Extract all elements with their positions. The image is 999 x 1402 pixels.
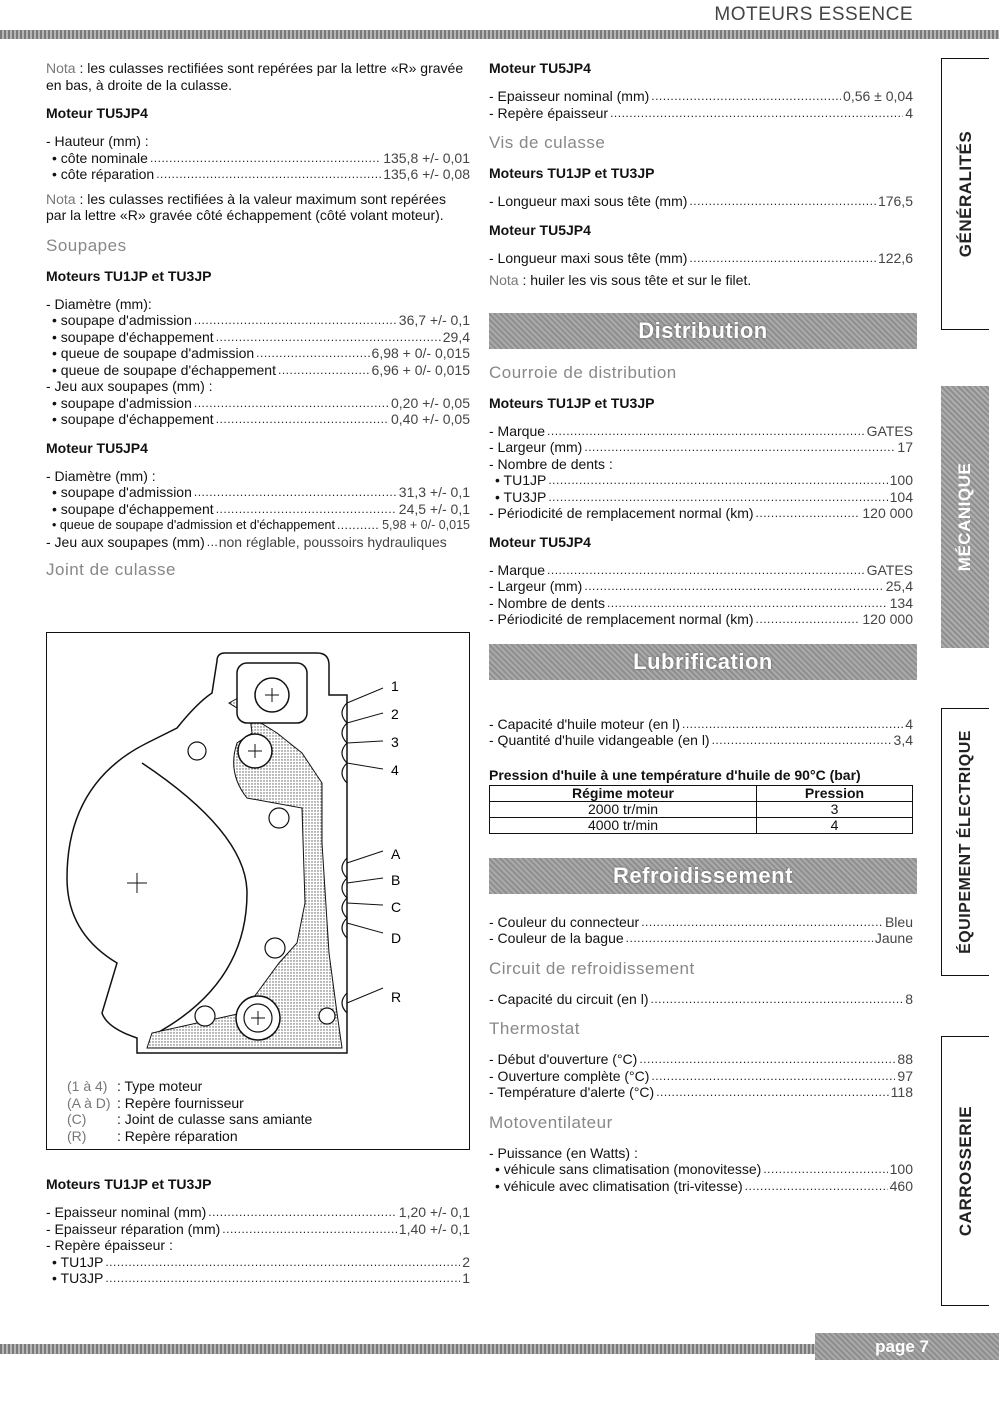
spec-row: - Capacité d'huile moteur (en l) ..... 4 xyxy=(489,716,913,733)
tab-carrosserie[interactable] xyxy=(941,1036,989,1306)
spec-row: • côte réparation ..... 135,6 +/- 0,08 xyxy=(46,166,470,183)
table-cell: 4 xyxy=(756,817,912,833)
table-header: Pression xyxy=(756,785,912,801)
subtitle-tu1-tu3-b: Moteurs TU1JP et TU3JP xyxy=(46,1176,212,1192)
legend-row: (A à D) : Repère fournisseur xyxy=(67,1094,244,1111)
banner-refroidissement: Refroidissement xyxy=(489,858,917,894)
header-title: MOTEURS ESSENCE xyxy=(714,4,913,25)
legend-row: (1 à 4) : Type moteur xyxy=(67,1078,203,1094)
spec-row: - Largeur (mm) ..... 25,4 xyxy=(489,578,913,595)
spec-row: • soupape d'admission ..... 31,3 +/- 0,1 xyxy=(46,484,470,501)
joint-culasse-figure xyxy=(46,632,470,1150)
pression-table xyxy=(489,785,913,834)
spec-row: • queue de soupape d'admission et d'échappement ..... 5,98 + 0/- 0,015 xyxy=(46,517,470,534)
banner-distribution: Distribution xyxy=(489,313,917,349)
tab-equipement-electrique[interactable] xyxy=(941,708,989,976)
legend-row: (C) : Joint de culasse sans amiante xyxy=(67,1111,313,1127)
spec-row: - Capacité du circuit (en l) ..... 8 xyxy=(489,991,913,1008)
table-header-row xyxy=(490,785,913,801)
table-row xyxy=(490,817,913,833)
subtitle-tu5jp4-c: Moteur TU5JP4 xyxy=(489,533,591,550)
header-bar xyxy=(0,30,999,39)
table-header: Régime moteur xyxy=(490,785,757,801)
spec-row: - Température d'alerte (°C) ..... 118 xyxy=(489,1084,913,1101)
table-cell: 3 xyxy=(756,801,912,817)
pression-title: Pression d'huile à une température d'huile de 90°C (bar) xyxy=(489,766,861,783)
fig-label: 2 xyxy=(391,706,399,722)
tab-label: GÉNÉRALITÉS xyxy=(955,130,975,258)
spec-row: - Longueur maxi sous tête (mm) ..... 176,5 xyxy=(489,193,913,210)
banner-lubrification: Lubrification xyxy=(489,644,917,680)
fig-label: 4 xyxy=(391,762,399,778)
hauteur-label: - Hauteur (mm) : xyxy=(46,133,149,149)
spec-row: • queue de soupape d'échappement ..... 6,96 + 0/- 0,015 xyxy=(46,362,470,379)
spec-row: - Périodicité de remplacement normal (km) ..... 120 000 xyxy=(489,505,913,522)
subtitle-tu1-tu3-c: Moteurs TU1JP et TU3JP xyxy=(489,394,655,411)
table-row xyxy=(490,801,913,817)
nota-1: Nota : les culasses rectifiées sont repérées par la lettre «R» gravée en bas, à droite de la culasse. xyxy=(46,60,464,93)
spec-row: • véhicule avec climatisation (tri-vitesse) ..... 460 xyxy=(489,1178,913,1195)
spec-row: • soupape d'admission ..... 0,20 +/- 0,05 xyxy=(46,395,470,412)
nota-2: Nota : les culasses rectifiées à la valeur maximum sont repérées par la lettre «R» gravée côté échappement (côté volant moteur). xyxy=(46,190,446,223)
jeu-label: - Jeu aux soupapes (mm) : xyxy=(46,378,213,394)
spec-row: • véhicule sans climatisation (monovitesse) ..... 100 xyxy=(489,1161,913,1178)
fig-label: 1 xyxy=(391,678,399,694)
fig-label: C xyxy=(391,899,402,915)
spec-row: - Largeur (mm) ..... 17 xyxy=(489,439,913,456)
section-courroie: Courroie de distribution xyxy=(489,362,677,382)
tab-label: CARROSSERIE xyxy=(955,1105,975,1237)
legend-row: (R) : Repère réparation xyxy=(67,1127,238,1144)
page-number: page 7 xyxy=(815,1333,999,1360)
spec-row: - Marque ..... GATES xyxy=(489,423,913,440)
spec-row: • soupape d'échappement ..... 0,40 +/- 0,05 xyxy=(46,411,470,428)
spec-row: • soupape d'admission ..... 36,7 +/- 0,1 xyxy=(46,312,470,329)
spec-row: - Couleur du connecteur ..... Bleu xyxy=(489,914,913,931)
tab-label: MÉCANIQUE xyxy=(955,462,974,572)
tab-mecanique[interactable] xyxy=(941,386,989,648)
subtitle-tu5jp4: Moteur TU5JP4 xyxy=(489,60,591,76)
spec-row: - Quantité d'huile vidangeable (en l) ..... 3,4 xyxy=(489,732,913,749)
right-column xyxy=(489,60,913,1194)
diametre-label: - Diamètre (mm) : xyxy=(46,467,156,484)
spec-row: • TU3JP ..... 104 xyxy=(489,489,913,506)
section-thermostat: Thermostat xyxy=(489,1019,580,1038)
spec-row: • TU3JP ..... 1 xyxy=(46,1270,470,1287)
gasket-drawing xyxy=(47,633,468,1073)
spec-row: • soupape d'échappement ..... 29,4 xyxy=(46,329,470,346)
section-soupapes: Soupapes xyxy=(46,235,127,255)
spec-row: • TU1JP ..... 2 xyxy=(46,1254,470,1271)
spec-row: - Epaisseur nominal (mm) ..... 0,56 ± 0,04 xyxy=(489,88,913,105)
table-cell: 2000 tr/min xyxy=(490,801,757,817)
spec-row: - Epaisseur nominal (mm) ..... 1,20 +/- 0,1 xyxy=(46,1204,470,1221)
dents-label: - Nombre de dents : xyxy=(489,455,613,472)
left-column-bottom xyxy=(46,1176,470,1287)
subtitle-tu5jp4: Moteur TU5JP4 xyxy=(46,105,148,121)
spec-row: - Nombre de dents ..... 134 xyxy=(489,595,913,612)
spec-row: • soupape d'échappement ..... 24,5 +/- 0,1 xyxy=(46,501,470,518)
footer-bar xyxy=(0,1344,815,1354)
spec-row: - Périodicité de remplacement normal (km) ..... 120 000 xyxy=(489,611,913,628)
spec-row: • queue de soupape d'admission ..... 6,98 + 0/- 0,015 xyxy=(46,345,470,362)
tab-label: ÉQUIPEMENT ÉLECTRIQUE xyxy=(956,730,974,954)
section-motoventilateur: Motoventilateur xyxy=(489,1112,613,1132)
repere-label: - Repère épaisseur : xyxy=(46,1237,173,1253)
puissance-label: - Puissance (en Watts) : xyxy=(489,1144,638,1161)
fig-label: A xyxy=(391,846,401,862)
diametre-label: - Diamètre (mm): xyxy=(46,295,152,312)
subtitle-tu1-tu3: Moteurs TU1JP et TU3JP xyxy=(489,165,655,181)
tab-generalites[interactable] xyxy=(941,58,989,330)
spec-row: - Jeu aux soupapes (mm) ..... non réglable, poussoirs hydrauliques xyxy=(46,534,470,551)
spec-row: - Couleur de la bague ..... Jaune xyxy=(489,930,913,947)
spec-row: - Repère épaisseur ..... 4 xyxy=(489,105,913,122)
left-column xyxy=(46,60,470,592)
spec-row: • côte nominale ..... 135,8 +/- 0,01 xyxy=(46,150,470,167)
figure-legend xyxy=(67,1078,312,1144)
nota-huiler: Nota : huiler les vis sous tête et sur le filet. xyxy=(489,272,752,288)
fig-label: 3 xyxy=(391,734,399,750)
spec-row: - Début d'ouverture (°C) ..... 88 xyxy=(489,1051,913,1068)
spec-row: - Epaisseur réparation (mm) ..... 1,40 +/- 0,1 xyxy=(46,1221,470,1238)
subtitle-tu1-tu3: Moteurs TU1JP et TU3JP xyxy=(46,267,212,284)
subtitle-tu5jp4-b: Moteur TU5JP4 xyxy=(489,221,591,238)
spec-row: - Ouverture complète (°C) ..... 97 xyxy=(489,1068,913,1085)
section-joint-culasse: Joint de culasse xyxy=(46,560,176,579)
fig-label: D xyxy=(391,930,402,946)
fig-label: R xyxy=(391,989,402,1005)
section-circuit: Circuit de refroidissement xyxy=(489,958,695,978)
spec-row: - Marque ..... GATES xyxy=(489,562,913,579)
spec-row: • TU1JP ..... 100 xyxy=(489,472,913,489)
fig-label: B xyxy=(391,872,401,888)
section-vis-culasse: Vis de culasse xyxy=(489,133,606,152)
table-cell: 4000 tr/min xyxy=(490,817,757,833)
subtitle-tu5jp4-b: Moteur TU5JP4 xyxy=(46,439,148,456)
spec-row: - Longueur maxi sous tête (mm) ..... 122,6 xyxy=(489,250,913,267)
